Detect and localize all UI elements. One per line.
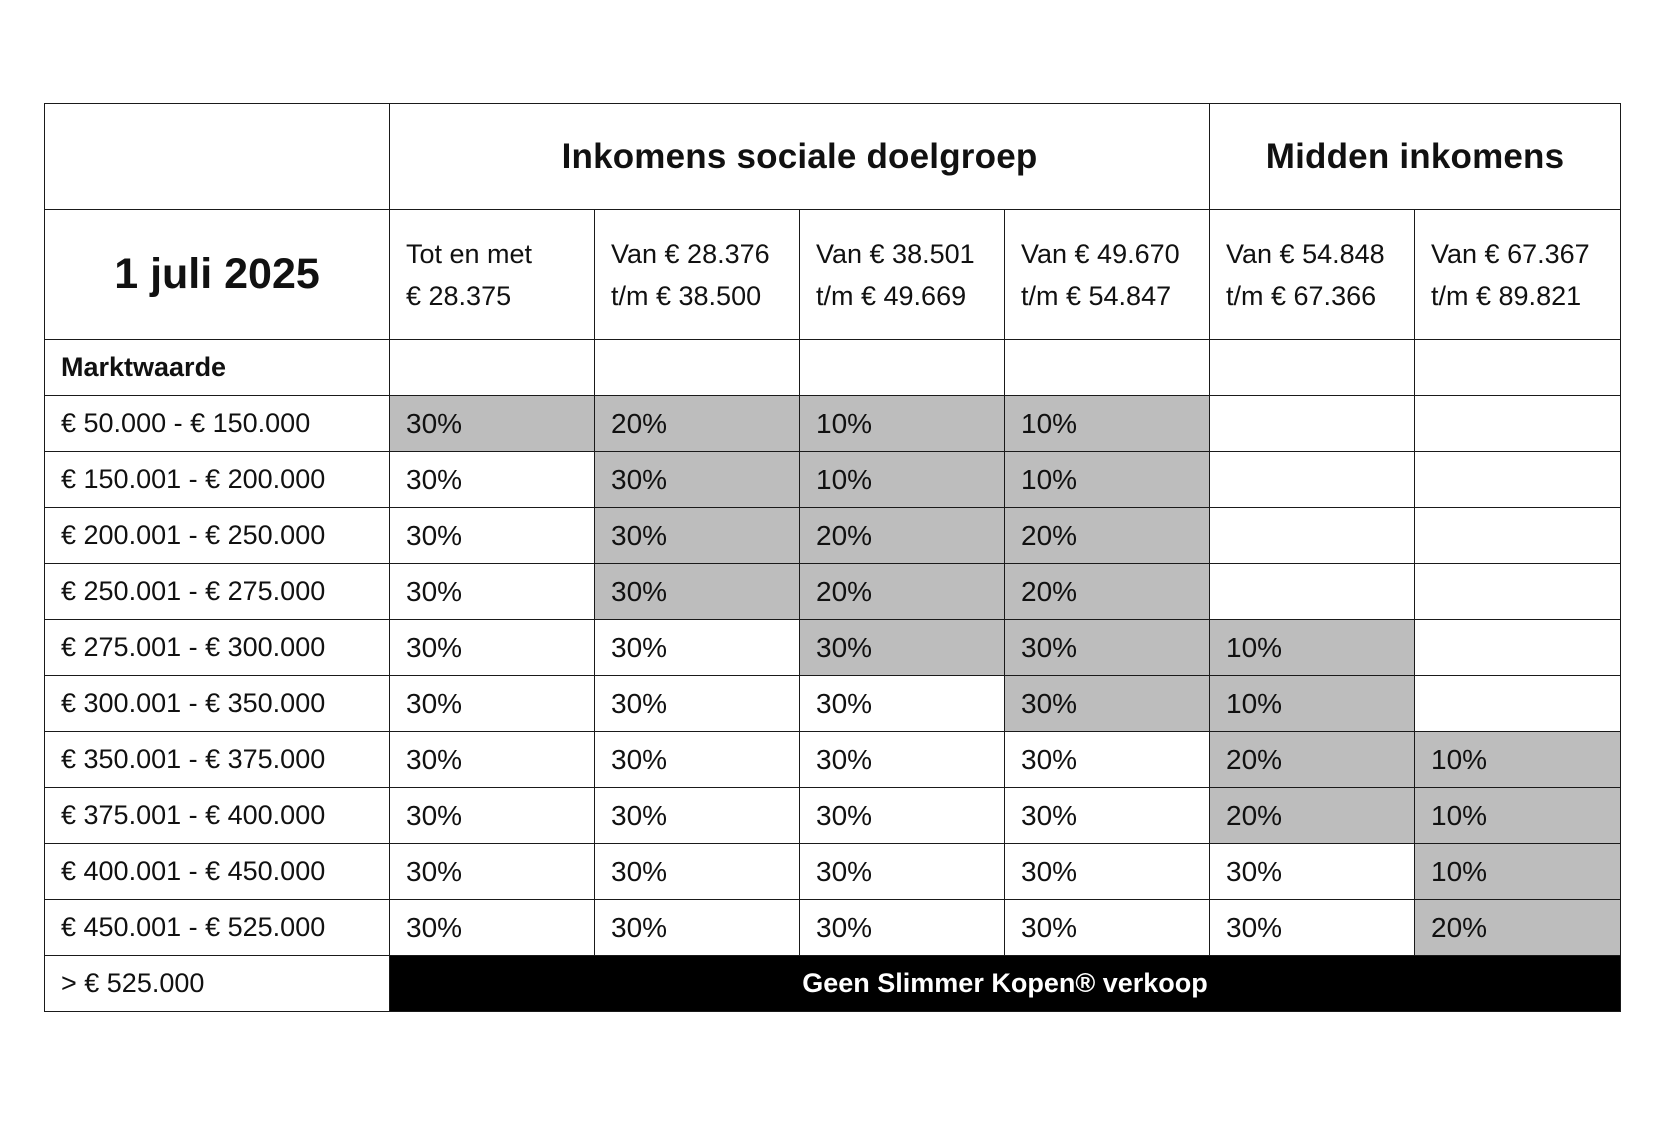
income-column-header xyxy=(1005,210,1210,340)
income-line-2: t/m € 49.669 xyxy=(816,280,967,311)
discount-cell xyxy=(1415,508,1621,564)
discount-cell: 10% xyxy=(800,396,1005,452)
income-line-2: € 28.375 xyxy=(406,280,512,311)
empty-cell xyxy=(1210,340,1415,396)
discount-cell xyxy=(1415,452,1621,508)
discount-cell: 30% xyxy=(1210,900,1415,956)
discount-cell: 30% xyxy=(800,732,1005,788)
discount-cell xyxy=(1210,564,1415,620)
income-header-row xyxy=(45,210,1621,340)
empty-cell xyxy=(1415,340,1621,396)
market-value-range: € 375.001 - € 400.000 xyxy=(45,788,390,844)
discount-cell: 20% xyxy=(1210,788,1415,844)
discount-cell: 20% xyxy=(1005,564,1210,620)
table-row xyxy=(45,732,1621,788)
discount-cell: 20% xyxy=(1415,900,1621,956)
discount-cell: 30% xyxy=(595,788,800,844)
discount-cell: 30% xyxy=(595,564,800,620)
discount-cell: 10% xyxy=(1415,732,1621,788)
discount-cell: 30% xyxy=(390,564,595,620)
market-value-range: € 200.001 - € 250.000 xyxy=(45,508,390,564)
empty-cell xyxy=(595,340,800,396)
market-value-range: € 450.001 - € 525.000 xyxy=(45,900,390,956)
table-row xyxy=(45,900,1621,956)
discount-cell: 10% xyxy=(1210,676,1415,732)
discount-cell: 30% xyxy=(390,396,595,452)
market-value-range: € 250.001 - € 275.000 xyxy=(45,564,390,620)
discount-cell: 30% xyxy=(1005,620,1210,676)
income-line-2: t/m € 67.366 xyxy=(1226,280,1377,311)
table-row xyxy=(45,844,1621,900)
discount-cell: 20% xyxy=(800,564,1005,620)
discount-cell xyxy=(1210,396,1415,452)
discount-cell: 30% xyxy=(390,788,595,844)
discount-cell: 30% xyxy=(1005,900,1210,956)
discount-cell: 30% xyxy=(595,676,800,732)
market-value-range: € 400.001 - € 450.000 xyxy=(45,844,390,900)
table-row xyxy=(45,620,1621,676)
table-row xyxy=(45,396,1621,452)
discount-cell: 30% xyxy=(1005,788,1210,844)
income-line-1: Tot en met xyxy=(406,238,533,269)
discount-cell: 30% xyxy=(595,844,800,900)
discount-cell: 10% xyxy=(800,452,1005,508)
empty-cell xyxy=(1005,340,1210,396)
income-line-1: Van € 38.501 xyxy=(816,238,975,269)
income-column-header xyxy=(1210,210,1415,340)
discount-cell: 10% xyxy=(1415,788,1621,844)
group-header-row xyxy=(45,104,1621,210)
income-line-1: Van € 28.376 xyxy=(611,238,770,269)
discount-cell: 30% xyxy=(595,508,800,564)
discount-cell: 30% xyxy=(390,508,595,564)
date-label: 1 juli 2025 xyxy=(45,210,390,340)
table-row xyxy=(45,956,1621,1012)
income-line-2: t/m € 89.821 xyxy=(1431,280,1582,311)
corner-cell xyxy=(45,104,390,210)
table-row xyxy=(45,788,1621,844)
marktwaarde-row xyxy=(45,340,1621,396)
empty-cell xyxy=(800,340,1005,396)
empty-cell xyxy=(390,340,595,396)
income-line-1: Van € 49.670 xyxy=(1021,238,1180,269)
income-column-header xyxy=(390,210,595,340)
discount-cell: 20% xyxy=(1210,732,1415,788)
discount-cell: 30% xyxy=(595,732,800,788)
income-column-header xyxy=(595,210,800,340)
income-column-header xyxy=(800,210,1005,340)
income-line-1: Van € 54.848 xyxy=(1226,238,1385,269)
discount-cell: 30% xyxy=(800,900,1005,956)
market-value-range: € 275.001 - € 300.000 xyxy=(45,620,390,676)
group-social-title: Inkomens sociale doelgroep xyxy=(390,104,1210,210)
discount-cell: 30% xyxy=(390,900,595,956)
market-value-range: € 300.001 - € 350.000 xyxy=(45,676,390,732)
discount-cell: 30% xyxy=(1210,844,1415,900)
income-line-1: Van € 67.367 xyxy=(1431,238,1590,269)
discount-cell: 30% xyxy=(800,788,1005,844)
income-line-2: t/m € 38.500 xyxy=(611,280,762,311)
discount-cell: 30% xyxy=(595,620,800,676)
discount-cell: 30% xyxy=(390,452,595,508)
discount-cell: 10% xyxy=(1005,452,1210,508)
discount-cell: 20% xyxy=(800,508,1005,564)
discount-cell xyxy=(1210,508,1415,564)
income-line-2: t/m € 54.847 xyxy=(1021,280,1172,311)
market-value-range: € 150.001 - € 200.000 xyxy=(45,452,390,508)
table-row xyxy=(45,564,1621,620)
discount-cell xyxy=(1415,564,1621,620)
discount-cell xyxy=(1210,452,1415,508)
discount-cell xyxy=(1415,676,1621,732)
discount-cell: 30% xyxy=(595,452,800,508)
table-row xyxy=(45,508,1621,564)
discount-cell: 30% xyxy=(800,620,1005,676)
discount-cell xyxy=(1415,396,1621,452)
no-sale-note: Geen Slimmer Kopen® verkoop xyxy=(390,956,1621,1012)
discount-cell: 20% xyxy=(595,396,800,452)
discount-cell: 30% xyxy=(800,676,1005,732)
market-value-range: € 350.001 - € 375.000 xyxy=(45,732,390,788)
discount-cell: 30% xyxy=(390,844,595,900)
market-value-range: € 50.000 - € 150.000 xyxy=(45,396,390,452)
table-row xyxy=(45,676,1621,732)
marktwaarde-label: Marktwaarde xyxy=(45,340,390,396)
discount-cell: 30% xyxy=(595,900,800,956)
discount-cell: 10% xyxy=(1210,620,1415,676)
discount-cell: 20% xyxy=(1005,508,1210,564)
market-value-range: > € 525.000 xyxy=(45,956,390,1012)
discount-cell: 30% xyxy=(800,844,1005,900)
discount-cell xyxy=(1415,620,1621,676)
income-column-header xyxy=(1415,210,1621,340)
discount-cell: 30% xyxy=(1005,676,1210,732)
discount-cell: 30% xyxy=(390,620,595,676)
group-middle-title: Midden inkomens xyxy=(1210,104,1621,210)
discount-cell: 10% xyxy=(1415,844,1621,900)
discount-cell: 30% xyxy=(1005,844,1210,900)
discount-cell: 30% xyxy=(390,676,595,732)
discount-cell: 10% xyxy=(1005,396,1210,452)
discount-cell: 30% xyxy=(390,732,595,788)
discount-table xyxy=(44,103,1621,1012)
table-row xyxy=(45,452,1621,508)
discount-cell: 30% xyxy=(1005,732,1210,788)
